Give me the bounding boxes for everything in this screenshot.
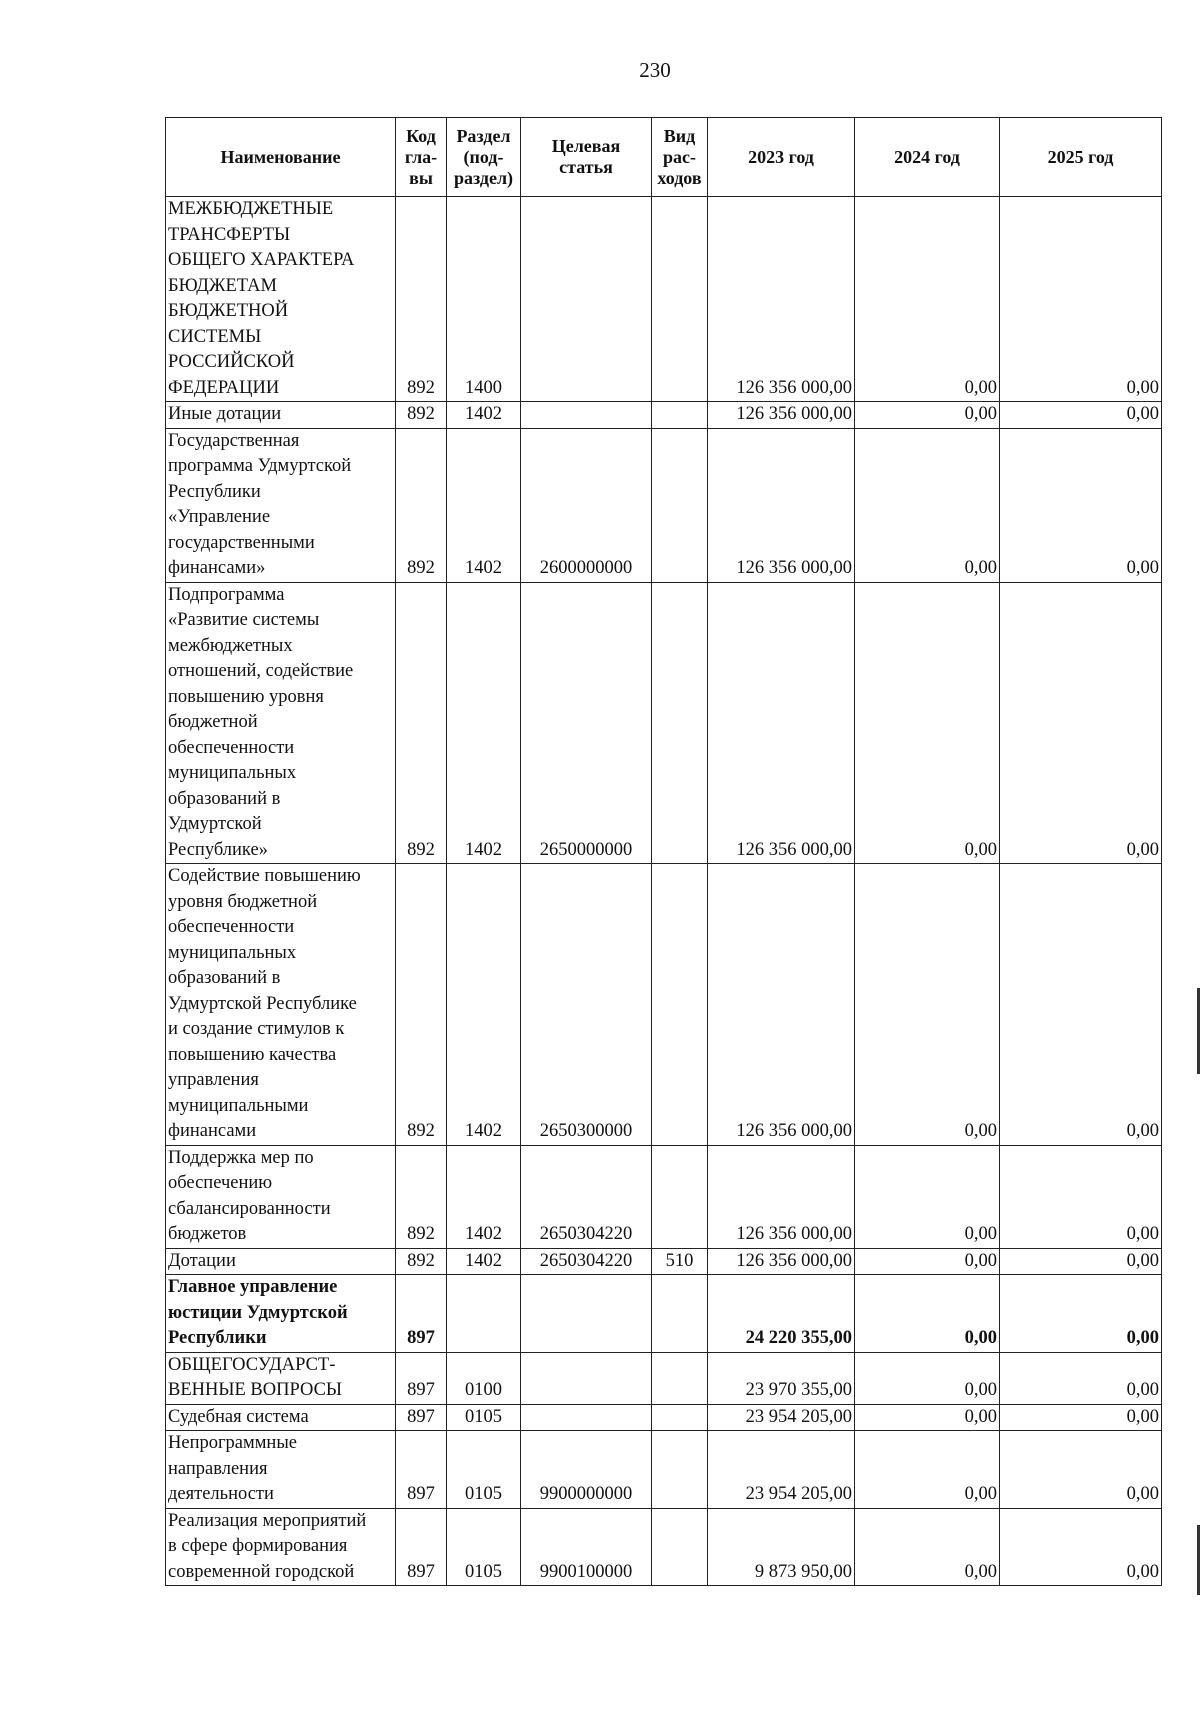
cell-name (166, 1431, 396, 1509)
cell-vid (652, 1431, 708, 1509)
header-vid: Вид рас- ходов (652, 118, 708, 197)
name-line: бюджетов (168, 1224, 247, 1244)
cell-name (166, 1404, 396, 1431)
cell-2025: 0,00 (1000, 197, 1162, 402)
name-line: Поддержка мер по (168, 1147, 314, 1168)
name-line: обеспеченности (168, 917, 295, 937)
table-row (166, 428, 1162, 582)
cell-celevaya (521, 1404, 652, 1431)
cell-2025: 0,00 (1000, 1404, 1162, 1431)
name-line: ВЕННЫЕ ВОПРОСЫ (168, 1380, 343, 1400)
cell-2024: 0,00 (855, 1248, 1000, 1275)
cell-celevaya: 2650000000 (521, 582, 652, 864)
name-line: ФЕДЕРАЦИИ (168, 377, 280, 398)
cell-2024: 0,00 (855, 197, 1000, 402)
cell-2025: 0,00 (1000, 402, 1162, 429)
cell-celevaya: 2650304220 (521, 1248, 652, 1275)
name-line: Непрограммные (168, 1433, 297, 1453)
cell-razdel: 1402 (447, 1145, 521, 1248)
cell-razdel: 1402 (447, 864, 521, 1146)
name-line: ОБЩЕГО ХАРАКТЕРА (168, 250, 355, 270)
cell-2023: 126 356 000,00 (708, 428, 855, 582)
cell-name (166, 1508, 396, 1586)
table-row (166, 1275, 1162, 1353)
table-row (166, 1248, 1162, 1275)
cell-2023: 126 356 000,00 (708, 1145, 855, 1248)
cell-kod: 892 (396, 1145, 447, 1248)
name-line: Главное управление (168, 1277, 338, 1297)
name-line: ОБЩЕГОСУДАРСТ- (168, 1354, 336, 1375)
cell-2025: 0,00 (1000, 1508, 1162, 1586)
name-line: Республике» (168, 839, 268, 860)
table-body (166, 197, 1162, 1586)
cell-kod: 897 (396, 1352, 447, 1404)
table-row (166, 1352, 1162, 1404)
table-row (166, 864, 1162, 1146)
name-line: и создание стимулов к (168, 1019, 345, 1039)
cell-kod: 897 (396, 1508, 447, 1586)
cell-razdel: 1400 (447, 197, 521, 402)
cell-2024: 0,00 (855, 1404, 1000, 1431)
cell-2024: 0,00 (855, 1145, 1000, 1248)
cell-2025: 0,00 (1000, 1431, 1162, 1509)
name-line: деятельности (168, 1484, 274, 1504)
cell-celevaya (521, 1275, 652, 1353)
name-line: Республики (168, 1328, 267, 1348)
table-row (166, 197, 1162, 402)
name-line: в сфере формирования (168, 1536, 348, 1556)
name-line: Дотации (168, 1250, 236, 1271)
cell-2025: 0,00 (1000, 1145, 1162, 1248)
cell-2024: 0,00 (855, 1431, 1000, 1509)
name-line: отношений, содействие (168, 661, 354, 681)
cell-vid (652, 1508, 708, 1586)
name-line: РОССИЙСКОЙ (168, 352, 295, 372)
name-line: БЮДЖЕТНОЙ (168, 301, 289, 321)
name-line: Судебная система (168, 1406, 309, 1427)
name-line: МЕЖБЮДЖЕТНЫЕ (168, 199, 334, 219)
name-line: повышению уровня (168, 686, 324, 707)
name-line: «Управление (168, 507, 271, 527)
header-name: Наименование (166, 118, 396, 197)
cell-kod: 892 (396, 197, 447, 402)
name-line: повышению качества (168, 1044, 337, 1065)
cell-kod: 892 (396, 582, 447, 864)
cell-2024: 0,00 (855, 1275, 1000, 1353)
cell-2025: 0,00 (1000, 428, 1162, 582)
header-celevaya: Целевая статья (521, 118, 652, 197)
cell-name (166, 1248, 396, 1275)
cell-kod: 892 (396, 428, 447, 582)
cell-kod: 897 (396, 1404, 447, 1431)
name-line: уровня бюджетной (168, 891, 318, 912)
name-line: муниципальных (168, 942, 297, 963)
name-line: программа Удмуртской (168, 456, 352, 476)
name-line: Удмуртской (168, 814, 262, 834)
cell-celevaya: 9900000000 (521, 1431, 652, 1509)
cell-razdel: 0105 (447, 1431, 521, 1509)
cell-celevaya (521, 197, 652, 402)
page-number: 230 (639, 58, 671, 82)
cell-kod: 897 (396, 1275, 447, 1353)
cell-2025: 0,00 (1000, 582, 1162, 864)
name-line: муниципальных (168, 763, 297, 783)
name-line: сбалансированности (168, 1198, 331, 1219)
cell-2023: 23 970 355,00 (708, 1352, 855, 1404)
table-row (166, 1145, 1162, 1248)
cell-name (166, 864, 396, 1146)
cell-razdel: 0100 (447, 1352, 521, 1404)
cell-razdel: 0105 (447, 1508, 521, 1586)
header-2025: 2025 год (1000, 118, 1162, 197)
cell-2025: 0,00 (1000, 1275, 1162, 1353)
cell-2023: 9 873 950,00 (708, 1508, 855, 1586)
budget-table (165, 117, 1162, 1586)
name-line: финансами» (168, 558, 266, 578)
cell-2023: 126 356 000,00 (708, 864, 855, 1146)
cell-kod: 892 (396, 402, 447, 429)
cell-2025: 0,00 (1000, 1352, 1162, 1404)
cell-razdel: 0105 (447, 1404, 521, 1431)
cell-2023: 23 954 205,00 (708, 1431, 855, 1509)
name-line: Республики (168, 481, 261, 502)
cell-2023: 126 356 000,00 (708, 402, 855, 429)
cell-celevaya: 2650304220 (521, 1145, 652, 1248)
table-row (166, 402, 1162, 429)
cell-name (166, 197, 396, 402)
cell-vid (652, 1275, 708, 1353)
cell-vid (652, 1145, 708, 1248)
cell-name (166, 1275, 396, 1353)
cell-celevaya: 9900100000 (521, 1508, 652, 1586)
cell-vid (652, 1404, 708, 1431)
name-line: ТРАНСФЕРТЫ (168, 224, 291, 245)
name-line: обеспечению (168, 1173, 273, 1193)
cell-2025: 0,00 (1000, 864, 1162, 1146)
name-line: обеспеченности (168, 737, 295, 758)
name-line: муниципальными (168, 1095, 309, 1116)
name-line: финансами (168, 1121, 257, 1141)
cell-name (166, 402, 396, 429)
table-header-row (166, 118, 1162, 197)
name-line: бюджетной (168, 712, 258, 732)
name-line: образований в (168, 788, 281, 809)
cell-2024: 0,00 (855, 428, 1000, 582)
cell-celevaya: 2650300000 (521, 864, 652, 1146)
cell-2024: 0,00 (855, 582, 1000, 864)
name-line: Государственная (168, 430, 300, 451)
header-razdel: Раздел (под- раздел) (447, 118, 521, 197)
cell-vid (652, 402, 708, 429)
name-line: образований в (168, 968, 281, 988)
cell-name (166, 582, 396, 864)
cell-2024: 0,00 (855, 402, 1000, 429)
cell-2023: 126 356 000,00 (708, 582, 855, 864)
name-line: современной городской (168, 1561, 355, 1582)
name-line: «Развитие системы (168, 610, 320, 630)
cell-2024: 0,00 (855, 1508, 1000, 1586)
name-line: Содействие повышению (168, 866, 361, 886)
name-line: БЮДЖЕТАМ (168, 275, 277, 296)
cell-vid (652, 582, 708, 864)
cell-vid (652, 428, 708, 582)
cell-2023: 126 356 000,00 (708, 197, 855, 402)
table-row (166, 1508, 1162, 1586)
name-line: Иные дотации (168, 404, 282, 424)
cell-celevaya (521, 402, 652, 429)
name-line: межбюджетных (168, 635, 293, 656)
cell-vid (652, 864, 708, 1146)
cell-2023: 126 356 000,00 (708, 1248, 855, 1275)
cell-kod: 892 (396, 864, 447, 1146)
name-line: Реализация мероприятий (168, 1510, 367, 1531)
name-line: Удмуртской Республике (168, 993, 357, 1014)
cell-2023: 23 954 205,00 (708, 1404, 855, 1431)
name-line: направления (168, 1458, 268, 1479)
table-row (166, 1431, 1162, 1509)
cell-celevaya (521, 1352, 652, 1404)
cell-name (166, 428, 396, 582)
name-line: юстиции Удмуртской (168, 1302, 348, 1323)
cell-kod: 892 (396, 1248, 447, 1275)
cell-2024: 0,00 (855, 864, 1000, 1146)
cell-2023: 24 220 355,00 (708, 1275, 855, 1353)
cell-razdel (447, 1275, 521, 1353)
header-2024: 2024 год (855, 118, 1000, 197)
cell-razdel: 1402 (447, 582, 521, 864)
header-2023: 2023 год (708, 118, 855, 197)
table-row (166, 1404, 1162, 1431)
name-line: государственными (168, 532, 315, 553)
cell-razdel: 1402 (447, 428, 521, 582)
cell-vid (652, 1352, 708, 1404)
table-row (166, 582, 1162, 864)
cell-razdel: 1402 (447, 402, 521, 429)
cell-name (166, 1145, 396, 1248)
cell-name (166, 1352, 396, 1404)
cell-2025: 0,00 (1000, 1248, 1162, 1275)
cell-kod: 897 (396, 1431, 447, 1509)
cell-vid (652, 197, 708, 402)
name-line: Подпрограмма (168, 584, 285, 605)
header-kod: Код гла- вы (396, 118, 447, 197)
cell-celevaya: 2600000000 (521, 428, 652, 582)
cell-vid: 510 (652, 1248, 708, 1275)
cell-razdel: 1402 (447, 1248, 521, 1275)
name-line: управления (168, 1070, 259, 1090)
cell-2024: 0,00 (855, 1352, 1000, 1404)
name-line: СИСТЕМЫ (168, 326, 262, 347)
